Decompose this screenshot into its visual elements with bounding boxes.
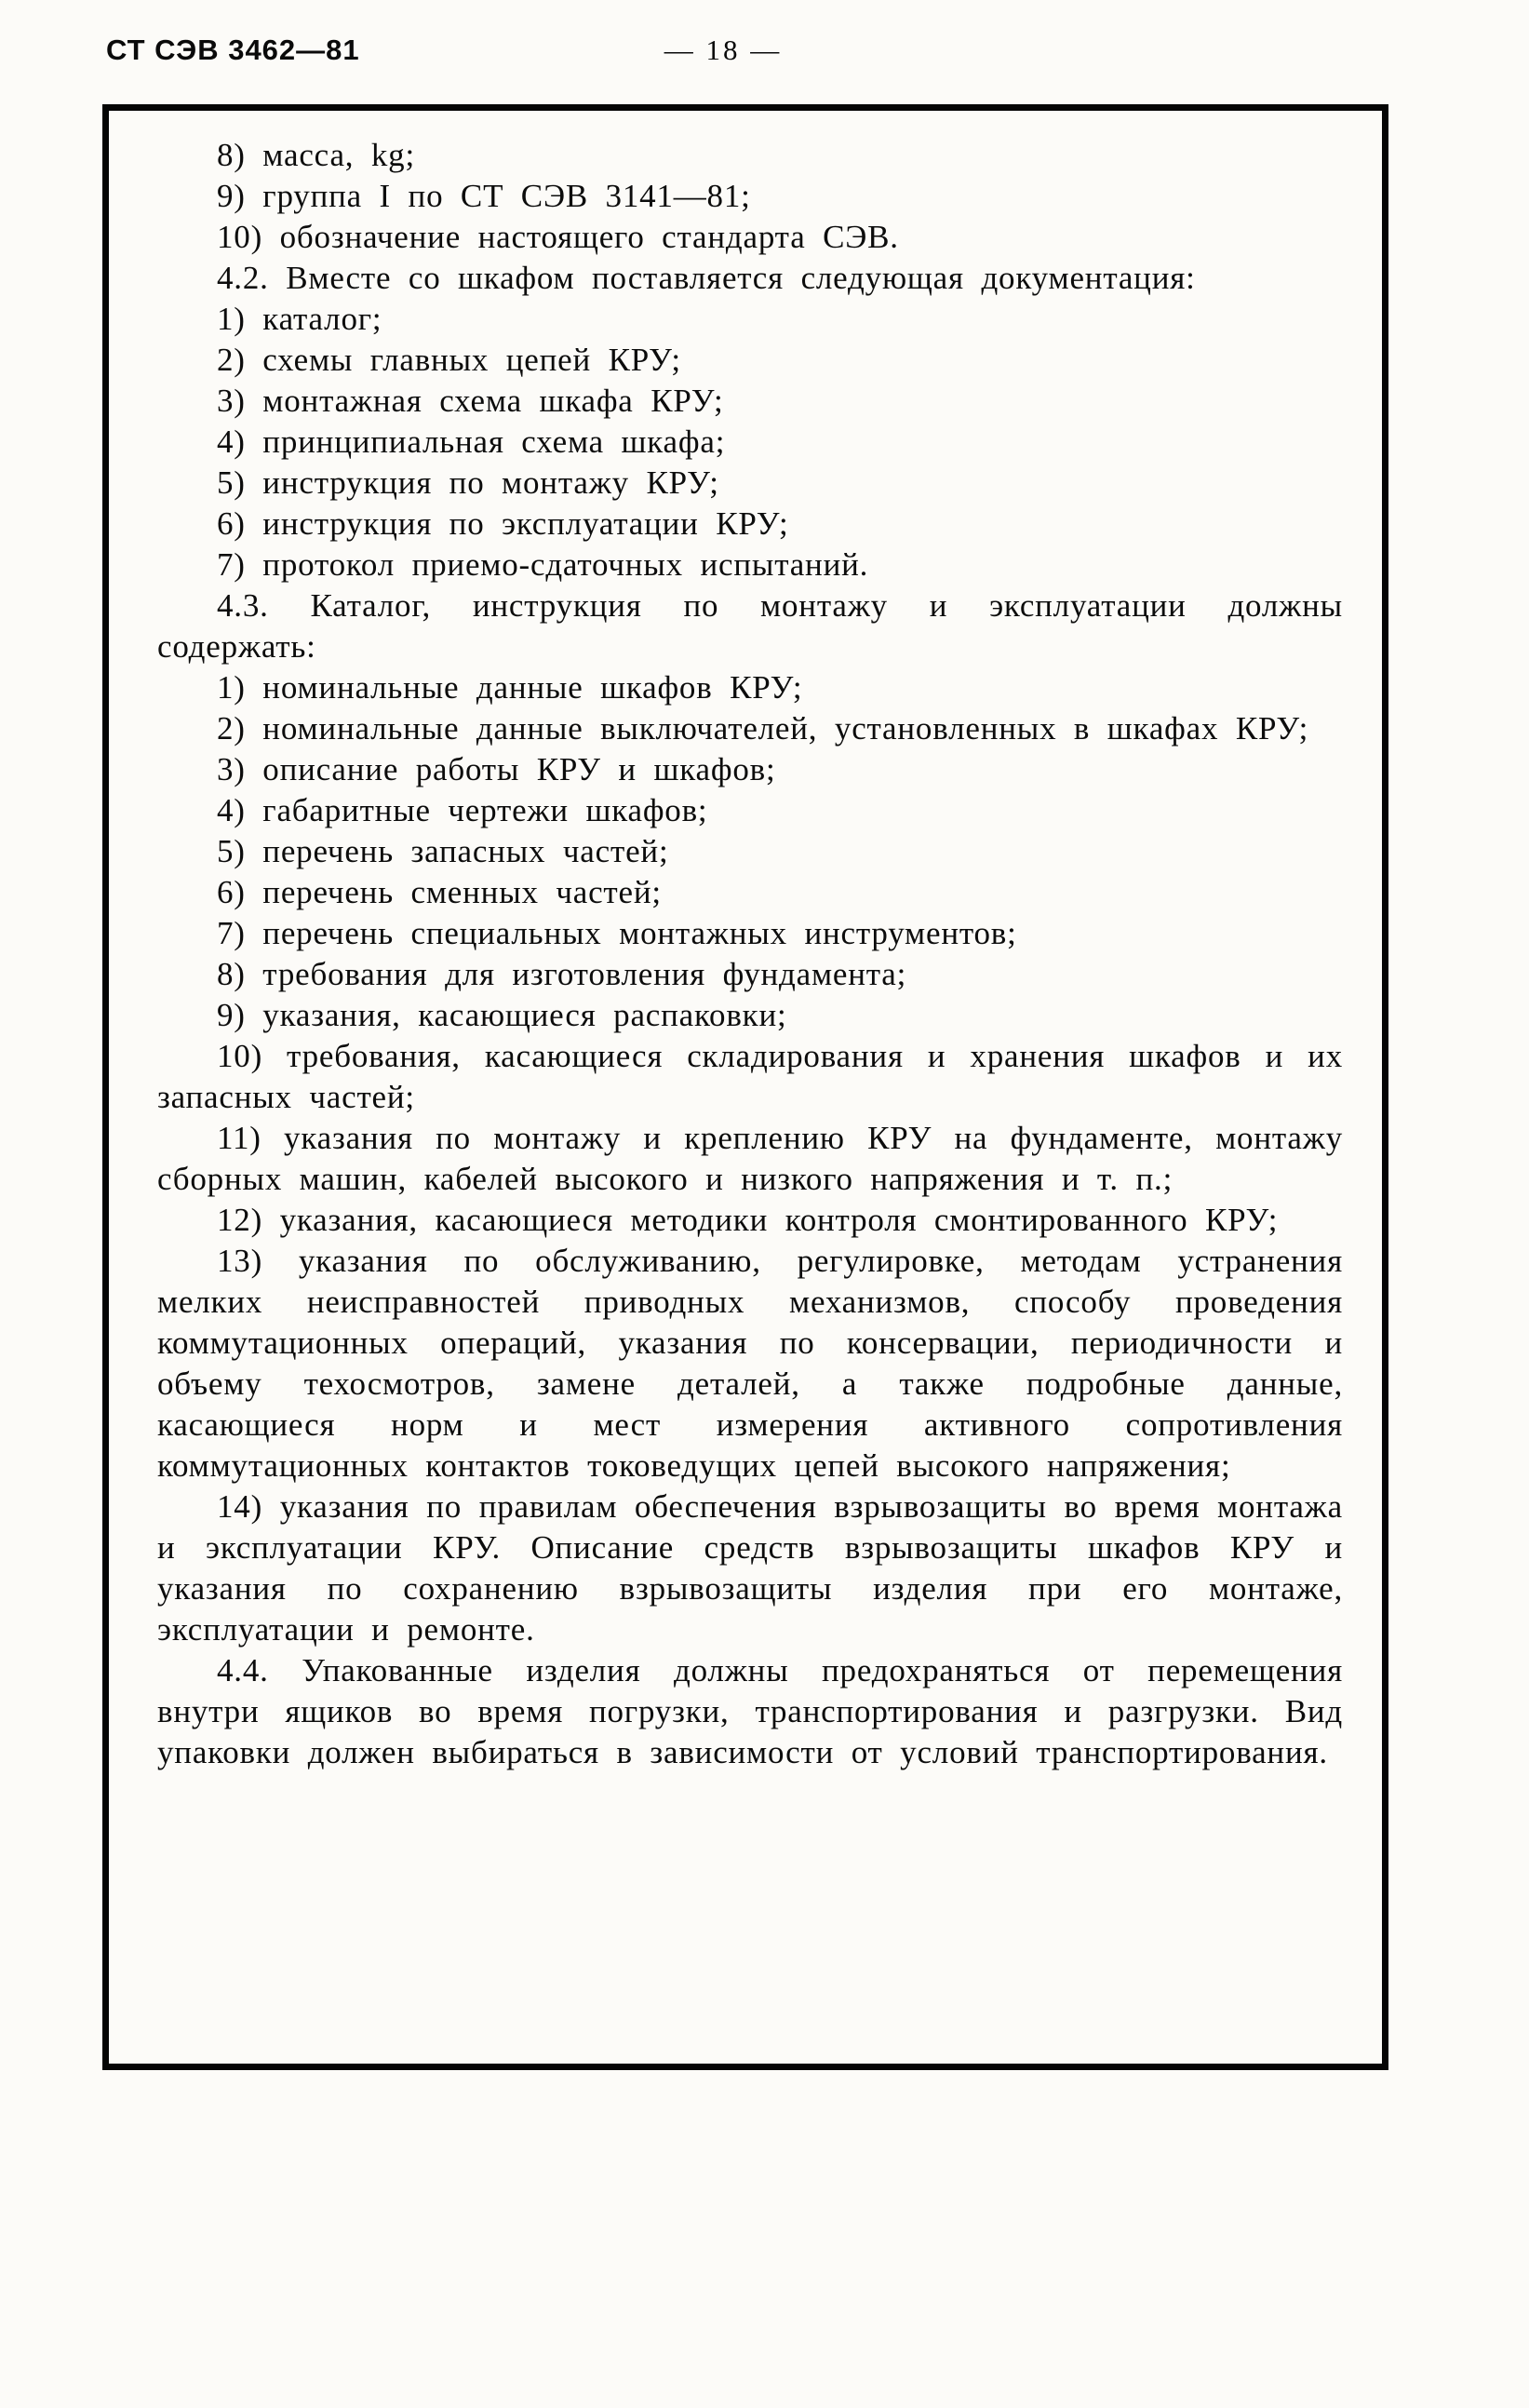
paragraph: 8) требования для изготовления фундамента; — [217, 956, 907, 992]
paragraph: 4) принципиальная схема шкафа; — [217, 424, 726, 460]
paragraph: 1) номинальные данные шкафов КРУ; — [217, 669, 803, 706]
page-number: — 18 — — [664, 34, 783, 66]
content-frame — [102, 104, 1388, 2070]
paragraph: 2) номинальные данные выключателей, установленных в шкафах КРУ; — [217, 710, 1309, 747]
paragraph: 9) группа I по СТ СЭВ 3141—81; — [217, 178, 751, 214]
paragraph: 4.2. Вместе со шкафом поставляется следующая документация: — [217, 260, 1196, 296]
paragraph: 8) масса, kg; — [217, 137, 416, 173]
paragraph: 2) схемы главных цепей КРУ; — [217, 342, 681, 378]
paragraph: 14) указания по правилам обеспечения взрывозащиты во время монтажа и эксплуатации КРУ. Описание средств взрывозащиты шкафов КРУ и указания по сохранению взрывозащиты изделия при его монтаже, эксплуатации и ремонте. — [157, 1488, 1343, 1648]
paragraph: 3) монтажная схема шкафа КРУ; — [217, 383, 724, 419]
paragraph: 4.3. Каталог, инструкция по монтажу и эксплуатации должны содержать: — [157, 587, 1343, 665]
paragraph: 10) требования, касающиеся складирования и хранения шкафов и их запасных частей; — [157, 1038, 1343, 1115]
paragraph: 5) перечень запасных частей; — [217, 833, 669, 869]
paragraph: 7) перечень специальных монтажных инструментов; — [217, 915, 1017, 951]
paragraph: 6) инструкция по эксплуатации КРУ; — [217, 505, 789, 542]
paragraph: 13) указания по обслуживанию, регулировке, методам устранения мелких неисправностей приводных механизмов, способу проведения коммутационных операций, указания по консервации, периодичности и объему техосмотров, замене деталей, а также подробные данные, касающиеся норм и мест измерения активного сопротивления коммутационных контактов токоведущих цепей высокого напряжения; — [157, 1243, 1343, 1484]
paragraph: 12) указания, касающиеся методики контроля смонтированного КРУ; — [217, 1202, 1279, 1238]
document-number: СТ СЭВ 3462—81 — [106, 34, 360, 66]
paragraph: 4.4. Упакованные изделия должны предохраняться от перемещения внутри ящиков во время погрузки, транспортирования и разгрузки. Вид упаковки должен выбираться в зависимости от условий транспортирования. — [157, 1652, 1343, 1770]
paragraph: 5) инструкция по монтажу КРУ; — [217, 464, 719, 501]
paragraph: 7) протокол приемо-сдаточных испытаний. — [217, 546, 869, 583]
paragraph: 3) описание работы КРУ и шкафов; — [217, 751, 776, 787]
document-body — [157, 135, 1343, 1773]
paragraph: 9) указания, касающиеся распаковки; — [217, 997, 787, 1033]
paragraph: 6) перечень сменных частей; — [217, 874, 662, 910]
paragraph: 4) габаритные чертежи шкафов; — [217, 792, 708, 828]
page-header — [104, 32, 1388, 73]
paragraph: 1) каталог; — [217, 301, 382, 337]
paragraph: 11) указания по монтажу и креплению КРУ на фундаменте, монтажу сборных машин, кабелей высокого и низкого напряжения и т. п.; — [157, 1120, 1343, 1197]
paragraph: 10) обозначение настоящего стандарта СЭВ. — [217, 219, 899, 255]
